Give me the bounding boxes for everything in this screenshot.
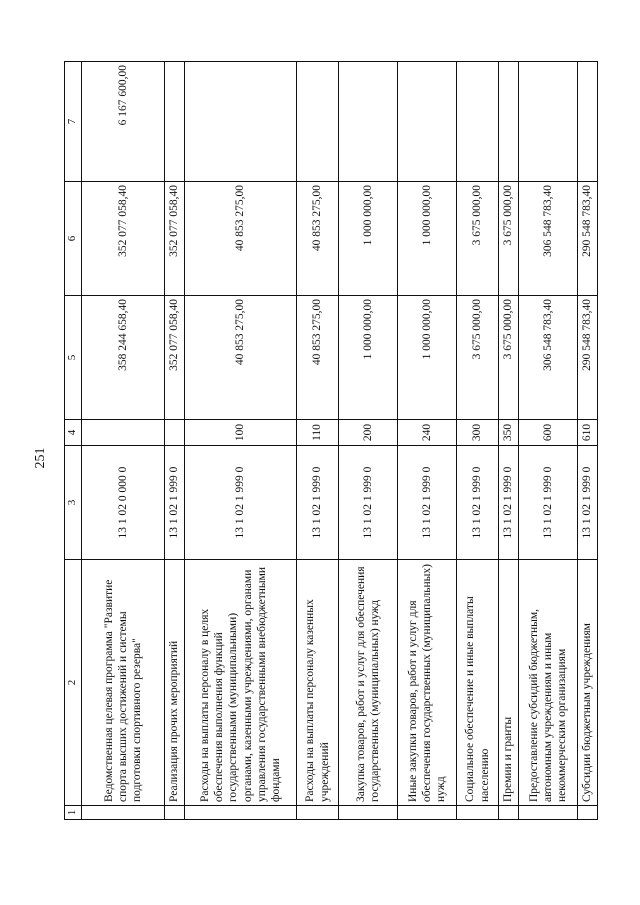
expense-kind: 200 xyxy=(339,420,398,446)
target-code: 13 1 02 1 999 0 xyxy=(578,446,598,560)
row-index xyxy=(457,806,499,820)
expense-kind: 110 xyxy=(297,420,339,446)
amount-col7: 6 167 600,00 xyxy=(82,62,165,182)
expense-name: Расходы на выплаты персоналу в целях обеспечения выполнения функций государственными (муниципальными) органами, казенными учреждениями, органами управления государственными внебюджетными фондами xyxy=(185,560,297,806)
target-code: 13 1 02 1 999 0 xyxy=(519,446,578,560)
row-index xyxy=(339,806,398,820)
col-header-3: 3 xyxy=(65,446,82,560)
amount-col5: 290 548 783,40 xyxy=(578,296,598,420)
amount-col5: 1 000 000,00 xyxy=(398,296,457,420)
row-index xyxy=(82,806,165,820)
target-code: 13 1 02 1 999 0 xyxy=(457,446,499,560)
amount-col7 xyxy=(339,62,398,182)
expense-name: Социальное обеспечение и иные выплаты населению xyxy=(457,560,499,806)
table-row xyxy=(339,62,398,820)
expense-kind xyxy=(165,420,185,446)
row-index xyxy=(499,806,519,820)
table-row xyxy=(519,62,578,820)
amount-col5: 1 000 000,00 xyxy=(339,296,398,420)
table-row xyxy=(578,62,598,820)
target-code: 13 1 02 1 999 0 xyxy=(398,446,457,560)
target-code: 13 1 02 1 999 0 xyxy=(339,446,398,560)
expense-kind: 240 xyxy=(398,420,457,446)
expense-kind: 350 xyxy=(499,420,519,446)
amount-col7 xyxy=(297,62,339,182)
table-row xyxy=(185,62,297,820)
row-index xyxy=(297,806,339,820)
expense-kind xyxy=(82,420,165,446)
row-index xyxy=(519,806,578,820)
amount-col7 xyxy=(398,62,457,182)
target-code: 13 1 02 1 999 0 xyxy=(297,446,339,560)
amount-col6: 3 675 000,00 xyxy=(457,182,499,296)
amount-col7 xyxy=(578,62,598,182)
table-row xyxy=(297,62,339,820)
amount-col6: 352 077 058,40 xyxy=(82,182,165,296)
amount-col6: 290 548 783,40 xyxy=(578,182,598,296)
header-row xyxy=(65,62,82,820)
table-row xyxy=(398,62,457,820)
col-header-5: 5 xyxy=(65,296,82,420)
amount-col6: 306 548 783,40 xyxy=(519,182,578,296)
budget-table xyxy=(64,61,598,820)
amount-col5: 3 675 000,00 xyxy=(457,296,499,420)
expense-name: Иные закупки товаров, работ и услуг для обеспечения государственных (муниципальных) нужд xyxy=(398,560,457,806)
amount-col6: 3 675 000,00 xyxy=(499,182,519,296)
col-header-6: 6 xyxy=(65,182,82,296)
expense-kind: 300 xyxy=(457,420,499,446)
target-code: 13 1 02 1 999 0 xyxy=(499,446,519,560)
table-row xyxy=(165,62,185,820)
amount-col5: 352 077 058,40 xyxy=(165,296,185,420)
page-number: 251 xyxy=(33,447,48,469)
expense-name: Реализация прочих мероприятий xyxy=(165,560,185,806)
amount-col5: 40 853 275,00 xyxy=(297,296,339,420)
amount-col7 xyxy=(165,62,185,182)
expense-kind: 610 xyxy=(578,420,598,446)
amount-col7 xyxy=(499,62,519,182)
amount-col6: 40 853 275,00 xyxy=(185,182,297,296)
expense-kind: 100 xyxy=(185,420,297,446)
expense-name: Расходы на выплаты персоналу казенных учреждений xyxy=(297,560,339,806)
amount-col7 xyxy=(185,62,297,182)
table-row xyxy=(499,62,519,820)
col-header-2: 2 xyxy=(65,560,82,806)
col-header-4: 4 xyxy=(65,420,82,446)
amount-col7 xyxy=(519,62,578,182)
row-index xyxy=(578,806,598,820)
rotated-table-container xyxy=(64,62,594,820)
amount-col5: 306 548 783,40 xyxy=(519,296,578,420)
col-header-1: 1 xyxy=(65,806,82,820)
expense-name: Предоставление субсидий бюджетным, автономным учреждениям и иным некоммерческим организациям xyxy=(519,560,578,806)
target-code: 13 1 02 0 000 0 xyxy=(82,446,165,560)
table-row xyxy=(457,62,499,820)
amount-col6: 1 000 000,00 xyxy=(339,182,398,296)
target-code: 13 1 02 1 999 0 xyxy=(185,446,297,560)
amount-col6: 1 000 000,00 xyxy=(398,182,457,296)
amount-col5: 3 675 000,00 xyxy=(499,296,519,420)
expense-name: Субсидии бюджетным учреждениям xyxy=(578,560,598,806)
amount-col6: 40 853 275,00 xyxy=(297,182,339,296)
target-code: 13 1 02 1 999 0 xyxy=(165,446,185,560)
row-index xyxy=(398,806,457,820)
expense-kind: 600 xyxy=(519,420,578,446)
row-index xyxy=(185,806,297,820)
expense-name: Ведомственная целевая программа "Развитие спорта высших достижений и системы подготовки спортивного резерва" xyxy=(82,560,165,806)
amount-col5: 358 244 658,40 xyxy=(82,296,165,420)
amount-col7 xyxy=(457,62,499,182)
amount-col5: 40 853 275,00 xyxy=(185,296,297,420)
expense-name: Закупка товаров, работ и услуг для обеспечения государственных (муниципальных) нужд xyxy=(339,560,398,806)
col-header-7: 7 xyxy=(65,62,82,182)
row-index xyxy=(165,806,185,820)
amount-col6: 352 077 058,40 xyxy=(165,182,185,296)
expense-name: Премии и гранты xyxy=(499,560,519,806)
table-row xyxy=(82,62,165,820)
